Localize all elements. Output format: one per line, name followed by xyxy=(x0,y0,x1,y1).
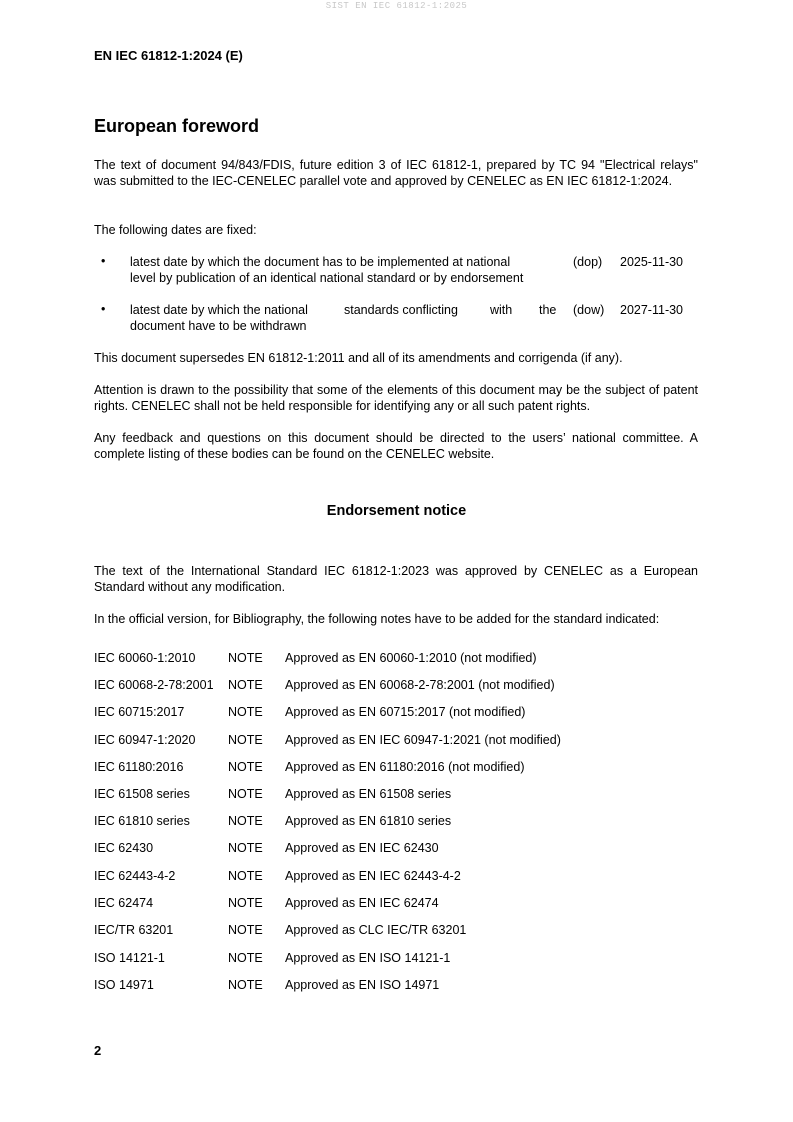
date-entry-text: standards conflicting xyxy=(344,303,458,317)
document-id: EN IEC 61812-1:2024 (E) xyxy=(94,48,243,63)
reference-note: NOTE xyxy=(228,841,263,855)
reference-row xyxy=(94,704,698,720)
endorsement-text: The text of the International Standard IEC 61812-1:2023 was approved by CENELEC as a European Standard without any modification. xyxy=(94,564,698,594)
reference-approval: Approved as EN 61810 series xyxy=(285,814,452,828)
reference-row xyxy=(94,650,698,666)
bullet-marker: • xyxy=(101,302,106,316)
feedback-paragraph: Any feedback and questions on this document should be directed to the users’ national committee. A complete listing of these bodies can be found on the CENELEC website. xyxy=(94,431,698,461)
reference-row xyxy=(94,840,698,856)
reference-standard: IEC/TR 63201 xyxy=(94,923,174,937)
reference-standard: IEC 61508 series xyxy=(94,787,190,801)
reference-note: NOTE xyxy=(228,733,263,747)
date-entry-text-cont: level by publication of an identical national standard or by endorsement xyxy=(130,271,524,285)
reference-standard: IEC 61180:2016 xyxy=(94,760,184,774)
reference-row xyxy=(94,786,698,802)
reference-standard: IEC 61810 series xyxy=(94,814,190,828)
date-entry-text: with xyxy=(490,303,513,317)
reference-standard: IEC 62430 xyxy=(94,841,154,855)
reference-approval: Approved as CLC IEC/TR 63201 xyxy=(285,923,467,937)
reference-note: NOTE xyxy=(228,651,263,665)
reference-standard: IEC 62443-4-2 xyxy=(94,869,176,883)
date-entry-text-cont: document have to be withdrawn xyxy=(130,319,307,333)
reference-row xyxy=(94,759,698,775)
reference-row xyxy=(94,922,698,938)
reference-standard: ISO 14971 xyxy=(94,978,154,992)
reference-note: NOTE xyxy=(228,787,263,801)
date-entry-code: (dop) xyxy=(573,255,603,269)
date-entry-text: latest date by which the document has to be implemented at national xyxy=(130,255,511,269)
reference-note: NOTE xyxy=(228,896,263,910)
date-entry-text: the xyxy=(539,303,557,317)
reference-note: NOTE xyxy=(228,705,263,719)
foreword-title: European foreword xyxy=(94,116,260,136)
supersedes-paragraph: This document supersedes EN 61812-1:2011 and all of its amendments and corrigenda (if any). xyxy=(94,351,623,365)
reference-note: NOTE xyxy=(228,978,263,992)
reference-approval: Approved as EN 60715:2017 (not modified) xyxy=(285,705,526,719)
endorsement-title: Endorsement notice xyxy=(326,503,467,519)
reference-standard: ISO 14121-1 xyxy=(94,951,165,965)
reference-row xyxy=(94,977,698,993)
reference-approval: Approved as EN 61508 series xyxy=(285,787,452,801)
reference-approval: Approved as EN IEC 62474 xyxy=(285,896,439,910)
reference-approval: Approved as EN ISO 14121-1 xyxy=(285,951,451,965)
date-entry-dow xyxy=(130,302,688,334)
reference-note: NOTE xyxy=(228,923,263,937)
reference-approval: Approved as EN 61180:2016 (not modified) xyxy=(285,760,525,774)
date-entry-date: 2025-11-30 xyxy=(620,255,684,269)
reference-row xyxy=(94,732,698,748)
reference-row xyxy=(94,895,698,911)
reference-row xyxy=(94,677,698,693)
reference-standard: IEC 60060-1:2010 xyxy=(94,651,196,665)
date-entry-code: (dow) xyxy=(573,303,605,317)
patent-paragraph: Attention is drawn to the possibility that some of the elements of this document may be the subject of patent rights. CENELEC shall not be held responsible for identifying any or all such patent rights. xyxy=(94,383,698,413)
reference-standard: IEC 62474 xyxy=(94,896,154,910)
reference-standard: IEC 60068-2-78:2001 xyxy=(94,678,214,692)
reference-approval: Approved as EN 60060-1:2010 (not modified) xyxy=(285,651,537,665)
dates-intro: The following dates are fixed: xyxy=(94,223,257,237)
reference-approval: Approved as EN IEC 62443-4-2 xyxy=(285,869,461,883)
reference-note: NOTE xyxy=(228,869,263,883)
reference-note: NOTE xyxy=(228,814,263,828)
page-number: 2 xyxy=(94,1043,102,1058)
watermark: SIST EN IEC 61812-1:2025 xyxy=(325,1,468,11)
reference-approval: Approved as EN IEC 62430 xyxy=(285,841,439,855)
reference-standard: IEC 60715:2017 xyxy=(94,705,185,719)
foreword-intro: The text of document 94/843/FDIS, future edition 3 of IEC 61812-1, prepared by TC 94 "Electrical relays" was submitted to the IEC-CENELEC parallel vote and approved by CENELEC as EN IEC 61812-1:2024. xyxy=(94,158,698,188)
date-entry-text: latest date by which the national xyxy=(130,303,308,317)
reference-row xyxy=(94,868,698,884)
reference-approval: Approved as EN IEC 60947-1:2021 (not modified) xyxy=(285,733,561,747)
reference-note: NOTE xyxy=(228,760,263,774)
notes-intro: In the official version, for Bibliography, the following notes have to be added for the standard indicated: xyxy=(94,612,660,626)
reference-standard: IEC 60947-1:2020 xyxy=(94,733,196,747)
reference-row xyxy=(94,950,698,966)
reference-approval: Approved as EN ISO 14971 xyxy=(285,978,440,992)
reference-note: NOTE xyxy=(228,951,263,965)
date-entry-dop xyxy=(130,254,688,286)
reference-row xyxy=(94,813,698,829)
reference-note: NOTE xyxy=(228,678,263,692)
bullet-marker: • xyxy=(101,254,106,268)
date-entry-date: 2027-11-30 xyxy=(620,303,684,317)
reference-approval: Approved as EN 60068-2-78:2001 (not modified) xyxy=(285,678,555,692)
